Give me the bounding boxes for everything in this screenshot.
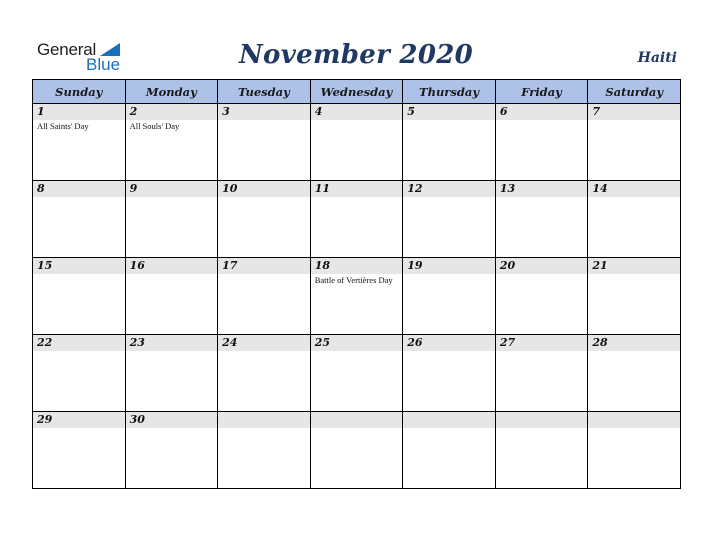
- day-number: 4: [314, 105, 323, 118]
- holiday-label: [126, 351, 218, 352]
- day-number-bar: [496, 258, 588, 274]
- day-number-bar: [311, 412, 403, 428]
- holiday-label: [126, 274, 218, 275]
- day-number-bar: [33, 412, 125, 428]
- day-number: 23: [129, 336, 145, 349]
- day-cell: [33, 258, 126, 335]
- day-number: 13: [499, 182, 516, 195]
- holiday-label: [218, 274, 310, 275]
- day-cell: [218, 412, 311, 489]
- holiday-label: [403, 197, 495, 198]
- week-row: [33, 412, 681, 489]
- day-cell: [218, 181, 311, 258]
- day-number: 24: [222, 336, 238, 349]
- day-number: 29: [37, 413, 53, 426]
- day-number: 7: [592, 105, 601, 118]
- holiday-label: [403, 428, 495, 429]
- holiday-label: [218, 428, 310, 429]
- day-number-bar: [588, 412, 680, 428]
- day-cell: [310, 258, 403, 335]
- day-number-bar: [33, 181, 125, 197]
- day-number: 15: [37, 259, 53, 272]
- day-cell: [403, 181, 496, 258]
- calendar-body: [33, 104, 681, 489]
- day-number-bar: [403, 258, 495, 274]
- day-cell: [33, 335, 126, 412]
- weekday-header: Friday: [495, 80, 588, 104]
- day-number-bar: [218, 104, 310, 120]
- holiday-label: [126, 428, 218, 429]
- day-number-bar: [496, 104, 588, 120]
- day-number-bar: [33, 104, 125, 120]
- day-cell: [310, 181, 403, 258]
- holiday-label: [218, 351, 310, 352]
- day-cell: [125, 258, 218, 335]
- day-number: 25: [314, 336, 330, 349]
- day-number-bar: [311, 258, 403, 274]
- week-row: [33, 258, 681, 335]
- day-cell: [403, 258, 496, 335]
- day-cell: [495, 181, 588, 258]
- day-number: 20: [499, 259, 516, 272]
- day-number: 14: [592, 182, 608, 195]
- day-cell: [495, 335, 588, 412]
- holiday-label: [496, 351, 588, 352]
- day-number-bar: [588, 335, 680, 351]
- day-number-bar: [218, 258, 310, 274]
- day-number: 5: [407, 105, 415, 118]
- day-cell: [403, 412, 496, 489]
- day-number: 9: [129, 182, 138, 195]
- day-number: 3: [222, 105, 230, 118]
- weekday-header: Wednesday: [310, 80, 403, 104]
- day-number-bar: [311, 181, 403, 197]
- day-number-bar: [126, 258, 218, 274]
- day-cell: [403, 335, 496, 412]
- day-cell: [218, 258, 311, 335]
- day-number-bar: [126, 412, 218, 428]
- day-number: 19: [407, 259, 423, 272]
- day-number: 17: [222, 259, 238, 272]
- week-row: [33, 181, 681, 258]
- weekday-header: Monday: [125, 80, 218, 104]
- weekday-header-row: [33, 80, 681, 104]
- calendar-title: November 2020: [238, 40, 473, 70]
- day-cell: [495, 104, 588, 181]
- holiday-label: [33, 351, 125, 352]
- day-number-bar: [126, 335, 218, 351]
- day-number-bar: [403, 104, 495, 120]
- holiday-label: [33, 274, 125, 275]
- holiday-label: [218, 197, 310, 198]
- week-row: [33, 104, 681, 181]
- day-cell: [588, 412, 681, 489]
- day-number-bar: [218, 412, 310, 428]
- holiday-label: [311, 197, 403, 198]
- holiday-label: [588, 120, 680, 121]
- day-cell: [495, 412, 588, 489]
- holiday-label: [588, 197, 680, 198]
- holiday-label: [311, 351, 403, 352]
- day-cell: [588, 181, 681, 258]
- day-number: 8: [37, 182, 45, 195]
- day-number-bar: [33, 258, 125, 274]
- holiday-label: [311, 120, 403, 121]
- holiday-label: [403, 351, 495, 352]
- holiday-label: [496, 120, 588, 121]
- day-number: 6: [499, 105, 508, 118]
- day-number: 2: [129, 105, 138, 118]
- day-number: 30: [129, 413, 145, 426]
- day-number: 26: [407, 336, 423, 349]
- holiday-label: [588, 428, 680, 429]
- day-number-bar: [126, 181, 218, 197]
- day-cell: [125, 412, 218, 489]
- day-cell: [125, 335, 218, 412]
- day-number: 21: [592, 259, 608, 272]
- holiday-label: [496, 274, 588, 275]
- day-cell: [588, 335, 681, 412]
- day-cell: [588, 258, 681, 335]
- holiday-label: [126, 197, 218, 198]
- day-number-bar: [588, 258, 680, 274]
- day-cell: [218, 104, 311, 181]
- day-number-bar: [311, 104, 403, 120]
- day-number: 16: [129, 259, 145, 272]
- day-cell: [33, 412, 126, 489]
- day-number: 1: [37, 105, 45, 118]
- holiday-label: [588, 351, 680, 352]
- logo-text-blue: Blue: [86, 55, 121, 74]
- day-cell: [33, 104, 126, 181]
- day-number-bar: [218, 335, 310, 351]
- day-number-bar: [403, 335, 495, 351]
- day-number-bar: [496, 181, 588, 197]
- day-number-bar: [588, 181, 680, 197]
- holiday-label: [218, 120, 310, 121]
- day-number: 28: [592, 336, 608, 349]
- holiday-label: Battle of Vertières Day: [314, 275, 393, 285]
- holiday-label: [403, 274, 495, 275]
- day-number-bar: [33, 335, 125, 351]
- day-cell: [125, 181, 218, 258]
- day-cell: [310, 335, 403, 412]
- holiday-label: [496, 197, 588, 198]
- day-cell: [310, 104, 403, 181]
- day-number-bar: [126, 104, 218, 120]
- day-number: 12: [407, 182, 423, 195]
- day-number: 22: [37, 336, 53, 349]
- day-cell: [588, 104, 681, 181]
- day-number: 18: [314, 259, 330, 272]
- day-number: 11: [314, 182, 330, 195]
- weekday-header: Thursday: [403, 80, 496, 104]
- day-cell: [125, 104, 218, 181]
- day-number-bar: [588, 104, 680, 120]
- day-cell: [495, 258, 588, 335]
- day-number: 10: [222, 182, 238, 195]
- day-number-bar: [496, 335, 588, 351]
- holiday-label: [588, 274, 680, 275]
- weekday-header: Sunday: [33, 80, 126, 104]
- day-cell: [33, 181, 126, 258]
- day-cell: [218, 335, 311, 412]
- day-number-bar: [403, 181, 495, 197]
- holiday-label: All Souls' Day: [129, 121, 180, 131]
- day-number: 27: [499, 336, 516, 349]
- country-label: Haiti: [637, 50, 677, 66]
- calendar-grid: [32, 79, 681, 489]
- holiday-label: [496, 428, 588, 429]
- week-row: [33, 335, 681, 412]
- holiday-label: [403, 120, 495, 121]
- day-cell: [403, 104, 496, 181]
- day-cell: [310, 412, 403, 489]
- holiday-label: [311, 428, 403, 429]
- weekday-header: Saturday: [588, 80, 681, 104]
- day-number-bar: [218, 181, 310, 197]
- holiday-label: [33, 197, 125, 198]
- day-number-bar: [403, 412, 495, 428]
- holiday-label: [33, 428, 125, 429]
- holiday-label: All Saints' Day: [37, 121, 89, 131]
- weekday-header: Tuesday: [218, 80, 311, 104]
- day-number-bar: [496, 412, 588, 428]
- logo-text-general: General: [37, 40, 97, 59]
- day-number-bar: [311, 335, 403, 351]
